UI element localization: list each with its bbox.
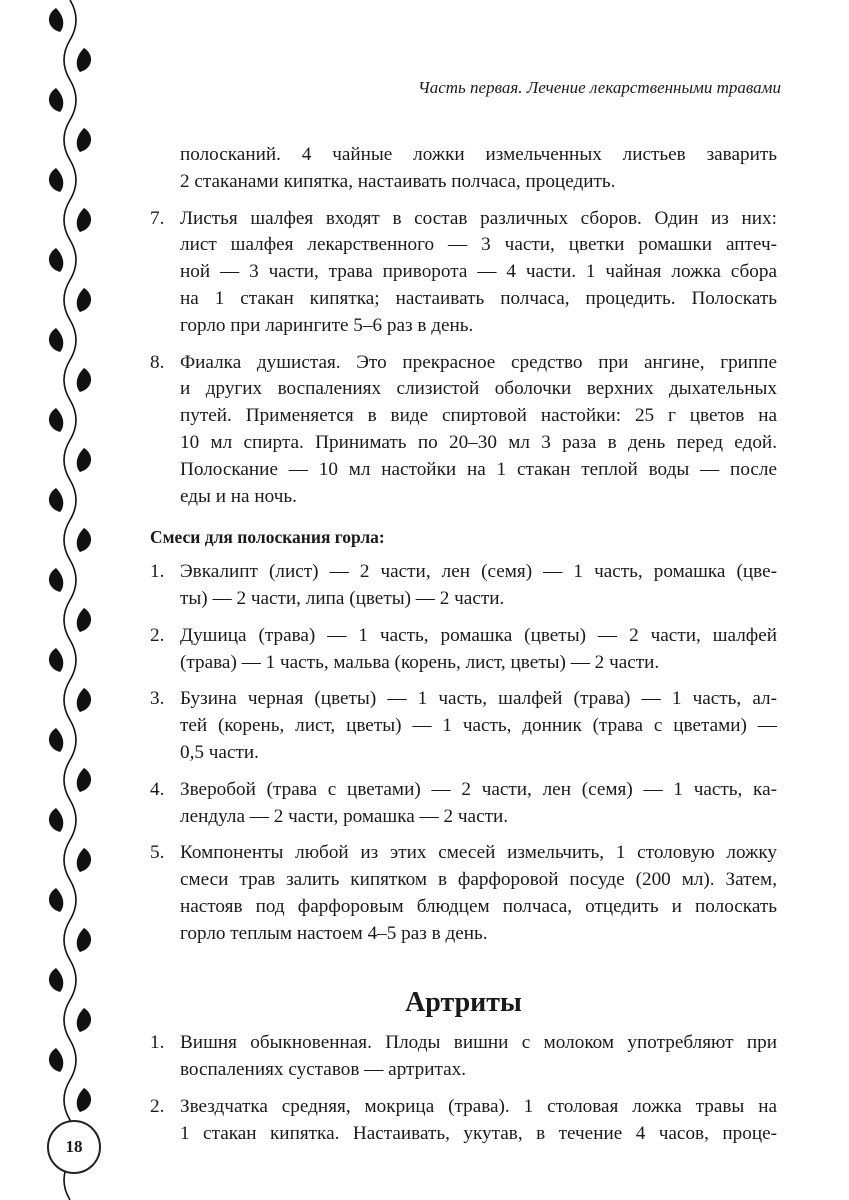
list-item	[150, 559, 777, 613]
text-line: Зверобой (трава с цветами) — 2 части, лен (семя) — 1 часть, ка-	[180, 778, 777, 800]
list-arthritis	[150, 1030, 777, 1147]
leaf-icon	[77, 528, 91, 552]
leaf-icon	[77, 1008, 91, 1032]
text-line: Вишня обыкновенная. Плоды вишни с молоком употребляют при	[180, 1032, 777, 1054]
text-line: Бузина черная (цветы) — 1 часть, шалфей (трава) — 1 часть, ал-	[180, 688, 777, 710]
section-title: Артриты	[405, 986, 522, 1018]
text-line: 2 стаканами кипятка, настаивать полчаса, процедить.	[180, 170, 616, 192]
text-line: 0,5 части.	[180, 741, 259, 763]
list-item	[150, 206, 777, 340]
leaf-icon	[49, 88, 63, 112]
item-number: 7.	[150, 207, 165, 229]
leaf-icon	[49, 1048, 63, 1072]
text-line: настояв под фарфоровым блюдцем полчаса, отцедить и полоскать	[180, 895, 777, 917]
list-item	[150, 1094, 777, 1148]
text-line: ной — 3 части, трава приворота — 4 части. 1 чайная ложка сбора	[180, 261, 777, 283]
item-number: 1.	[150, 1032, 165, 1054]
leaf-icon	[77, 288, 91, 312]
leaf-icon	[77, 608, 91, 632]
leaf-icon	[77, 1088, 91, 1112]
leaf-icon	[49, 648, 63, 672]
text-line: Звездчатка средняя, мокрица (трава). 1 столовая ложка травы на	[180, 1095, 777, 1117]
list-gargle-mixes	[150, 559, 777, 947]
text-line: еды и на ночь.	[180, 485, 297, 507]
list-remedies	[150, 206, 777, 511]
running-head: Часть первая. Лечение лекарственными травами	[418, 78, 781, 97]
vine-border-ornament	[0, 0, 140, 1200]
leaf-icon	[49, 968, 63, 992]
leaf-icon	[77, 768, 91, 792]
text-line: полосканий. 4 чайные ложки измельченных листьев заварить	[180, 144, 777, 165]
item-number: 4.	[150, 778, 165, 800]
list-item	[150, 777, 777, 831]
subheading: Смеси для полоскания горла:	[150, 527, 385, 548]
leaf-icon	[49, 168, 63, 192]
leaf-icon	[49, 808, 63, 832]
item-number: 2.	[150, 1095, 165, 1117]
list-item	[150, 1030, 777, 1084]
leaf-icon	[77, 128, 91, 152]
leaf-icon	[49, 408, 63, 432]
leaf-icon	[49, 728, 63, 752]
item-number: 5.	[150, 842, 165, 864]
leaf-icon	[49, 8, 63, 32]
text-line: Полоскание — 10 мл настойки на 1 стакан теплой воды — после	[180, 458, 777, 480]
leaf-icon	[77, 448, 91, 472]
leaf-icon	[77, 48, 91, 72]
text-line: путей. Применяется в виде спиртовой настойки: 25 г цветов на	[180, 405, 777, 427]
text-line: 1 стакан кипятка. Настаивать, укутав, в течение 4 часов, проце-	[180, 1122, 777, 1144]
text-line: и других воспалениях слизистой оболочки верхних дыхательных	[180, 378, 777, 400]
leaf-icon	[49, 888, 63, 912]
text-line: Листья шалфея входят в состав различных сборов. Один из них:	[180, 207, 777, 229]
list-item	[150, 686, 777, 766]
text-line: лист шалфея лекарственного — 3 части, цветки ромашки аптеч-	[180, 234, 777, 256]
leaf-icon	[49, 568, 63, 592]
leaf-icon	[77, 688, 91, 712]
list-item	[150, 840, 777, 947]
list-item	[150, 350, 777, 511]
text-line: Эвкалипт (лист) — 2 части, лен (семя) — 1 часть, ромашка (цве-	[180, 561, 777, 583]
page-body	[150, 142, 777, 1158]
text-line: Компоненты любой из этих смесей измельчить, 1 столовую ложку	[180, 842, 777, 864]
vine-stem	[64, 0, 76, 1200]
leaf-icon	[77, 848, 91, 872]
text-line: смеси трав залить кипятком в фарфоровой посуде (200 мл). Затем,	[180, 869, 777, 891]
page-number: 18	[47, 1120, 101, 1174]
item-number: 1.	[150, 561, 165, 583]
item-number: 2.	[150, 624, 165, 646]
text-line: 10 мл спирта. Принимать по 20–30 мл 3 раза в день перед едой.	[180, 431, 777, 453]
leaf-icon	[77, 208, 91, 232]
text-line: Душица (трава) — 1 часть, ромашка (цветы) — 2 части, шалфей	[180, 624, 777, 646]
text-line: лендула — 2 части, ромашка — 2 части.	[180, 805, 509, 827]
leaf-icon	[49, 248, 63, 272]
text-line: воспалениях суставов — артритах.	[180, 1059, 467, 1081]
text-line: на 1 стакан кипятка; настаивать полчаса, процедить. Полоскать	[180, 287, 777, 309]
leaf-icon	[77, 368, 91, 392]
intro-paragraph	[150, 142, 777, 196]
text-line: Фиалка душистая. Это прекрасное средство при ангине, гриппе	[180, 351, 777, 373]
item-number: 3.	[150, 688, 165, 710]
leaf-icon	[49, 488, 63, 512]
item-number: 8.	[150, 351, 165, 373]
text-line: ты) — 2 части, липа (цветы) — 2 части.	[180, 587, 505, 609]
list-item	[150, 623, 777, 677]
text-line: горло теплым настоем 4–5 раз в день.	[180, 922, 488, 944]
text-line: тей (корень, лист, цветы) — 1 часть, донник (трава с цветами) —	[180, 715, 777, 737]
leaf-icon	[49, 328, 63, 352]
text-line: горло при ларингите 5–6 раз в день.	[180, 314, 474, 336]
text-line: (трава) — 1 часть, мальва (корень, лист, цветы) — 2 части.	[180, 651, 660, 673]
leaf-icon	[77, 928, 91, 952]
